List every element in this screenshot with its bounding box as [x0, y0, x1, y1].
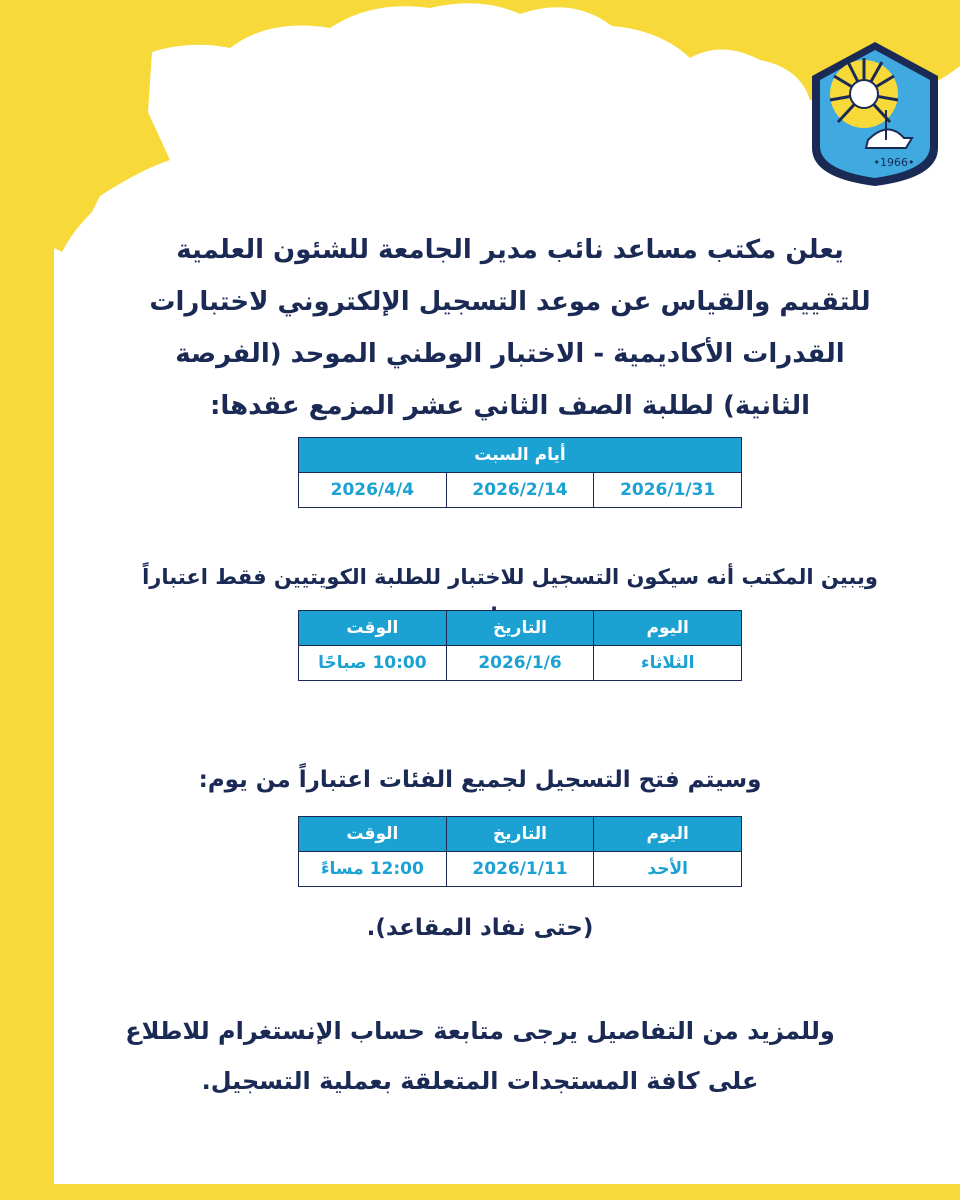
header-day: اليوم [594, 611, 742, 646]
exam-date-3: 2026/4/4 [299, 473, 447, 508]
header-time: الوقت [299, 817, 447, 852]
university-emblem [808, 40, 942, 188]
exam-date-2: 2026/2/14 [446, 473, 594, 508]
header-date: التاريخ [446, 817, 594, 852]
cell-time: 10:00 صباحًا [299, 646, 447, 681]
announcement-intro: يعلن مكتب مساعد نائب مدير الجامعة للشئون العلمية للتقييم والقياس عن موعد التسجيل الإلكتروني لاختبارات القدرات الأكاديمية - الاختبار الوطني الموحد (الفرصة الثانية) لطلبة الصف الثاني عشر المزمع عقدها: [149, 235, 871, 421]
cell-day: الأحد [594, 852, 742, 887]
until-seats-filled: (حتى نفاد المقاعد). [366, 915, 594, 941]
cell-time: 12:00 مساءً [299, 852, 447, 887]
table-row [299, 473, 742, 508]
exam-days-header: أيام السبت [299, 438, 742, 473]
all-registration-table [298, 816, 742, 887]
all-registration-note: وسيتم فتح التسجيل لجميع الفئات اعتباراً من يوم: [198, 767, 762, 793]
header-time: الوقت [299, 611, 447, 646]
kuwaiti-registration-table [298, 610, 742, 681]
header-day: اليوم [594, 817, 742, 852]
kuwaiti-registration-note: ويبين المكتب أنه سيكون التسجيل للاختبار للطلبة الكويتيين فقط اعتباراً [142, 565, 878, 589]
closing-note: وللمزيد من التفاصيل يرجى متابعة حساب الإنستغرام للاطلاع على كافة المستجدات المتعلقة بعملية التسجيل. [125, 1017, 835, 1095]
exam-date-1: 2026/1/31 [594, 473, 742, 508]
cell-date: 2026/1/6 [446, 646, 594, 681]
header-date: التاريخ [446, 611, 594, 646]
table-row [299, 646, 742, 681]
table-row [299, 852, 742, 887]
cell-day: الثلاثاء [594, 646, 742, 681]
emblem-year: •1966• [873, 156, 915, 169]
exam-dates-table [298, 437, 742, 508]
cell-date: 2026/1/11 [446, 852, 594, 887]
